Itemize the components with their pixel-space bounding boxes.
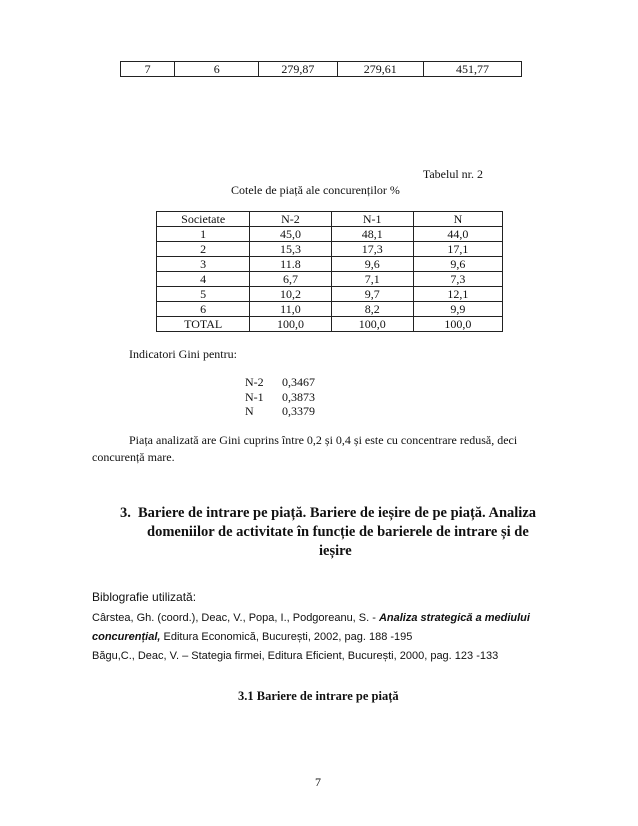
gini-title: Indicatori Gini pentru: <box>129 347 237 361</box>
table-cell: 15,3 <box>250 242 331 257</box>
table-cell: 12,1 <box>413 287 502 302</box>
column-header: N <box>413 212 502 227</box>
table-cell: 4 <box>157 272 250 287</box>
table-cell: 9,9 <box>413 302 502 317</box>
table-row <box>121 62 522 77</box>
column-header: N-2 <box>250 212 331 227</box>
table-cell: 100,0 <box>250 317 331 332</box>
gini-period: N-1 <box>245 389 264 404</box>
table-cell: 6 <box>157 302 250 317</box>
table-row <box>157 272 503 287</box>
table-cell: 279,61 <box>337 62 423 77</box>
table-cell: 7 <box>121 62 175 77</box>
section-heading-line-2: domeniilor de activitate în funcție de barierele de intrare și de <box>147 524 529 540</box>
section-heading-line-1: Bariere de intrare pe piață. Bariere de ieșire de pe piață. Analiza <box>138 505 537 521</box>
gini-value: 0,3467 <box>282 375 315 389</box>
table-caption: Cotele de piață ale concurenților % <box>231 183 400 197</box>
table-header-row <box>157 212 503 227</box>
section-heading-line-3: ieșire <box>319 543 352 559</box>
gini-value: 0,3873 <box>282 389 315 404</box>
table-cell: 9,6 <box>413 257 502 272</box>
table-label: Tabelul nr. 2 <box>422 167 483 181</box>
table-row <box>157 257 503 272</box>
table-cell: 5 <box>157 287 250 302</box>
table-cell: 2 <box>157 242 250 257</box>
page-number: 7 <box>315 775 321 789</box>
table-cell: 100,0 <box>413 317 502 332</box>
table-cell: 6,7 <box>250 272 331 287</box>
table-row <box>157 287 503 302</box>
subsection-heading: 3.1 Bariere de intrare pe piață <box>238 689 399 703</box>
ref-title-cont: concurențial, <box>92 631 161 643</box>
ref-title: Analiza strategică a mediului <box>378 612 530 624</box>
table-cell: 11.8 <box>250 257 331 272</box>
market-share-table <box>156 211 503 332</box>
column-header: Societate <box>157 212 250 227</box>
column-header: N-1 <box>331 212 413 227</box>
bibliography-ref-1-cont <box>92 631 412 643</box>
top-table <box>120 61 522 77</box>
table-cell: 9,6 <box>331 257 413 272</box>
gini-item <box>245 390 315 405</box>
conclusion-line-2: concurență mare. <box>92 450 175 464</box>
table-total-row <box>157 317 503 332</box>
bibliography-ref-1 <box>92 612 530 624</box>
gini-item <box>245 375 315 390</box>
table-cell: 45,0 <box>250 227 331 242</box>
section-number: 3. <box>120 505 131 521</box>
table-cell: 7,3 <box>413 272 502 287</box>
table-cell: 100,0 <box>331 317 413 332</box>
table-cell: 9,7 <box>331 287 413 302</box>
table-cell: 6 <box>175 62 259 77</box>
gini-period: N <box>245 404 254 418</box>
table-cell: 3 <box>157 257 250 272</box>
table-row <box>157 242 503 257</box>
gini-item <box>245 404 315 419</box>
table-cell: 44,0 <box>413 227 502 242</box>
ref-authors: Cârstea, Gh. (coord.), Deac, V., Popa, I., Podgoreanu, S. - <box>92 612 379 624</box>
gini-list <box>245 375 315 419</box>
table-row <box>157 227 503 242</box>
table-cell: 8,2 <box>331 302 413 317</box>
bibliography-title: Biblografie utilizată: <box>92 590 197 604</box>
table-cell: 1 <box>157 227 250 242</box>
table-cell: 17,3 <box>331 242 413 257</box>
table-cell: 10,2 <box>250 287 331 302</box>
gini-period: N-2 <box>245 375 264 389</box>
table-cell: 11,0 <box>250 302 331 317</box>
ref-publisher: Editura Economică, București, 2002, pag. 188 -195 <box>160 631 413 643</box>
table-cell: 451,77 <box>423 62 521 77</box>
table-cell: 17,1 <box>413 242 502 257</box>
table-cell: 279,87 <box>259 62 337 77</box>
table-cell: 7,1 <box>331 272 413 287</box>
table-row <box>157 302 503 317</box>
conclusion-line-1: Piața analizată are Gini cuprins între 0,2 și 0,4 și este cu concentrare redusă, deci <box>129 433 518 447</box>
gini-value: 0,3379 <box>282 404 315 418</box>
bibliography-ref-2: Băgu,C., Deac, V. – Stategia firmei, Editura Eficient, București, 2000, pag. 123 -133 <box>92 650 499 662</box>
table-cell: 48,1 <box>331 227 413 242</box>
table-cell: TOTAL <box>157 317 250 332</box>
